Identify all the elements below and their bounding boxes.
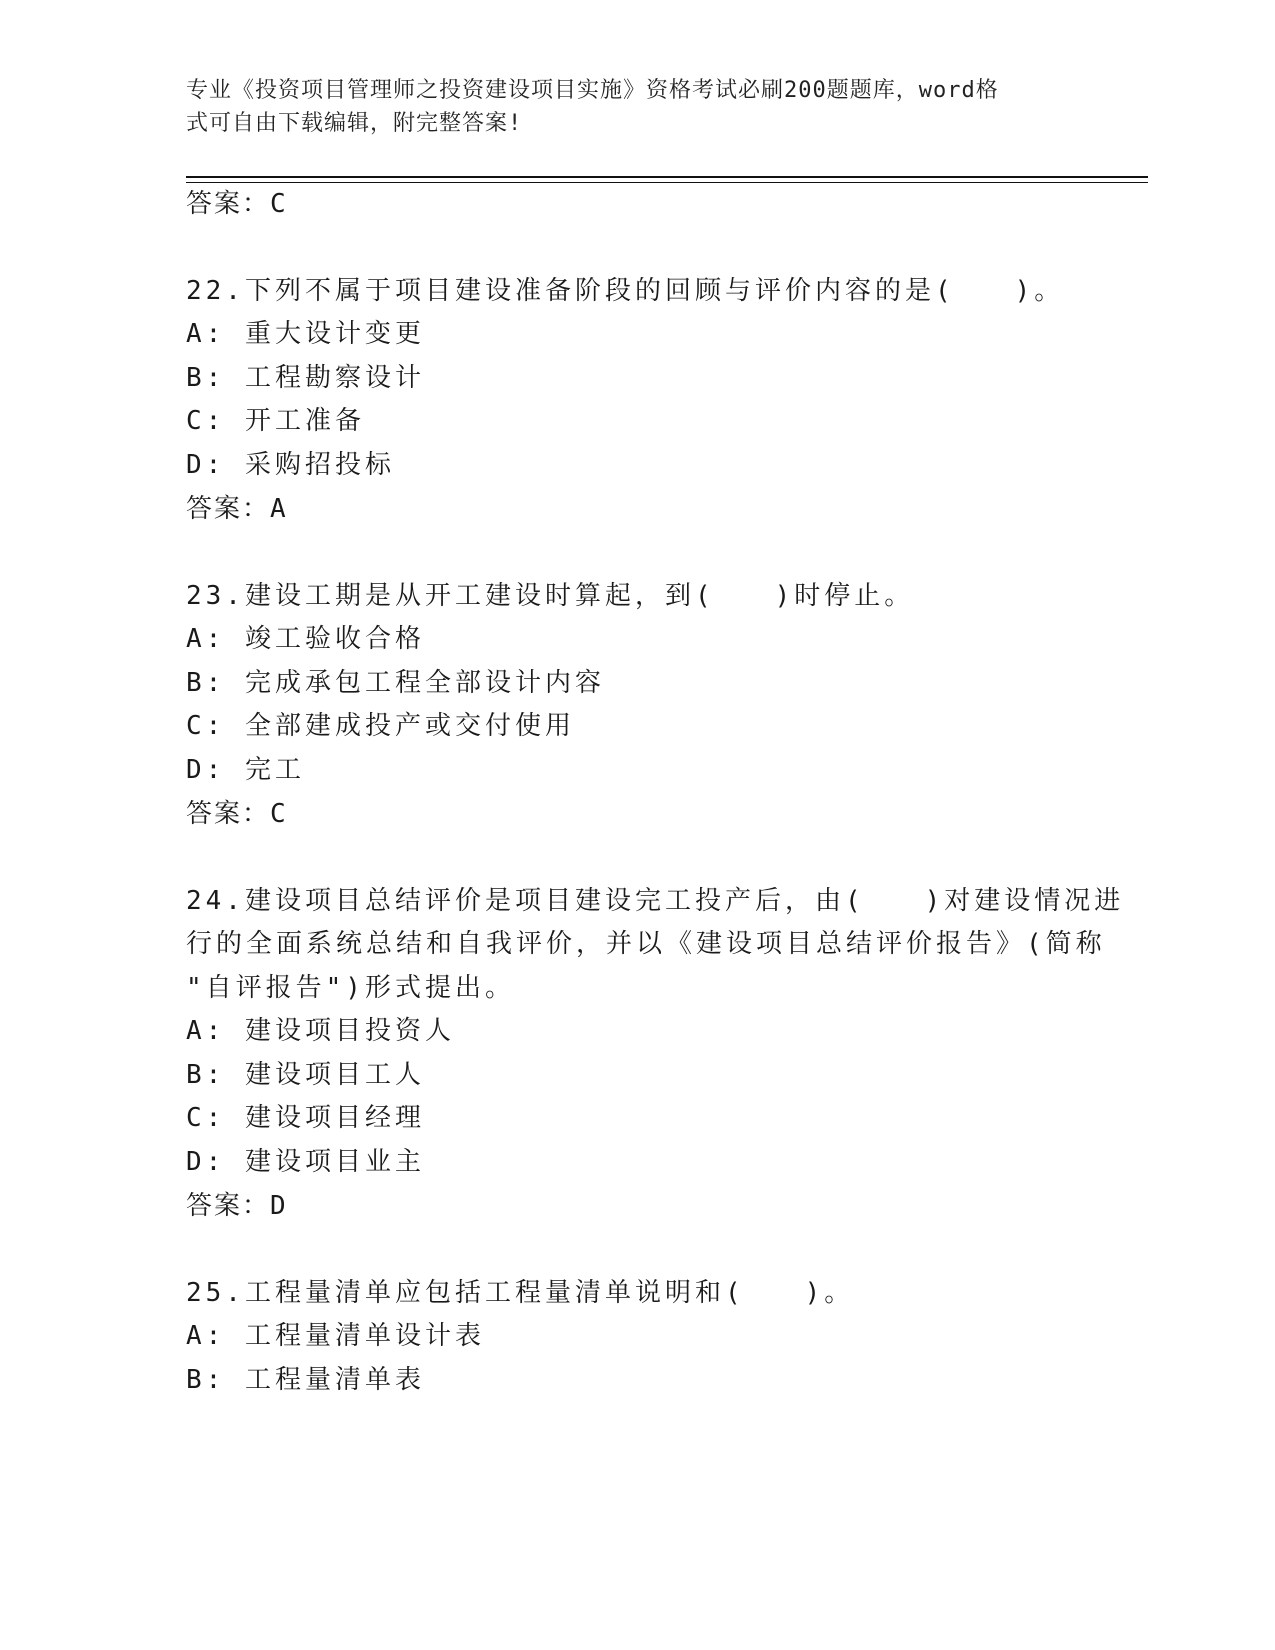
header-line-2: 式可自由下载编辑，附完整答案! bbox=[186, 111, 523, 136]
answer-label: 答案： bbox=[186, 799, 271, 829]
question-23-option-a: A: 竣工验收合格 bbox=[186, 624, 425, 654]
header-line-1: 专业《投资项目管理师之投资建设项目实施》资格考试必刷200题题库，word格 bbox=[186, 78, 999, 103]
answer-value: C bbox=[270, 799, 287, 829]
question-24-option-a: A: 建设项目投资人 bbox=[186, 1016, 455, 1046]
header-divider-thick bbox=[186, 176, 1148, 178]
document-header bbox=[186, 74, 1066, 140]
answer-label: 答案： bbox=[186, 494, 271, 524]
answer-label: 答案： bbox=[186, 189, 271, 219]
question-24-option-d: D: 建设项目业主 bbox=[186, 1147, 425, 1177]
question-24-option-c: C: 建设项目经理 bbox=[186, 1103, 425, 1133]
answer-value: D bbox=[270, 1191, 287, 1221]
question-25-option-a: A: 工程量清单设计表 bbox=[186, 1321, 485, 1351]
question-22-option-c: C: 开工准备 bbox=[186, 406, 365, 436]
answer-line-22 bbox=[186, 491, 287, 527]
answer-line-24 bbox=[186, 1188, 287, 1224]
question-24-stem-line-2: 行的全面系统总结和自我评价，并以《建设项目总结评价报告》(简称 bbox=[186, 929, 1106, 959]
question-25-option-b: B: 工程量清单表 bbox=[186, 1365, 425, 1395]
answer-line-21 bbox=[186, 186, 287, 222]
question-24-option-b: B: 建设项目工人 bbox=[186, 1060, 425, 1090]
answer-line-23 bbox=[186, 796, 287, 832]
answer-value: A bbox=[270, 494, 287, 524]
answer-value: C bbox=[270, 189, 287, 219]
question-23-option-d: D: 完工 bbox=[186, 755, 305, 785]
answer-label: 答案： bbox=[186, 1191, 271, 1221]
question-22-stem: 22.下列不属于项目建设准备阶段的回顾与评价内容的是( )。 bbox=[186, 276, 1065, 306]
question-25-stem: 25.工程量清单应包括工程量清单说明和( )。 bbox=[186, 1278, 855, 1308]
question-22-option-b: B: 工程勘察设计 bbox=[186, 363, 425, 393]
question-22-option-a: A: 重大设计变更 bbox=[186, 319, 425, 349]
question-24-stem-line-3: "自评报告")形式提出。 bbox=[186, 973, 515, 1003]
question-23-option-b: B: 完成承包工程全部设计内容 bbox=[186, 668, 605, 698]
header-divider-thin bbox=[186, 182, 1148, 183]
question-23-option-c: C: 全部建成投产或交付使用 bbox=[186, 711, 575, 741]
question-24-stem-line-1: 24.建设项目总结评价是项目建设完工投产后，由( )对建设情况进 bbox=[186, 886, 1125, 916]
question-23-stem: 23.建设工期是从开工建设时算起，到( )时停止。 bbox=[186, 581, 915, 611]
question-22-option-d: D: 采购招投标 bbox=[186, 450, 395, 480]
